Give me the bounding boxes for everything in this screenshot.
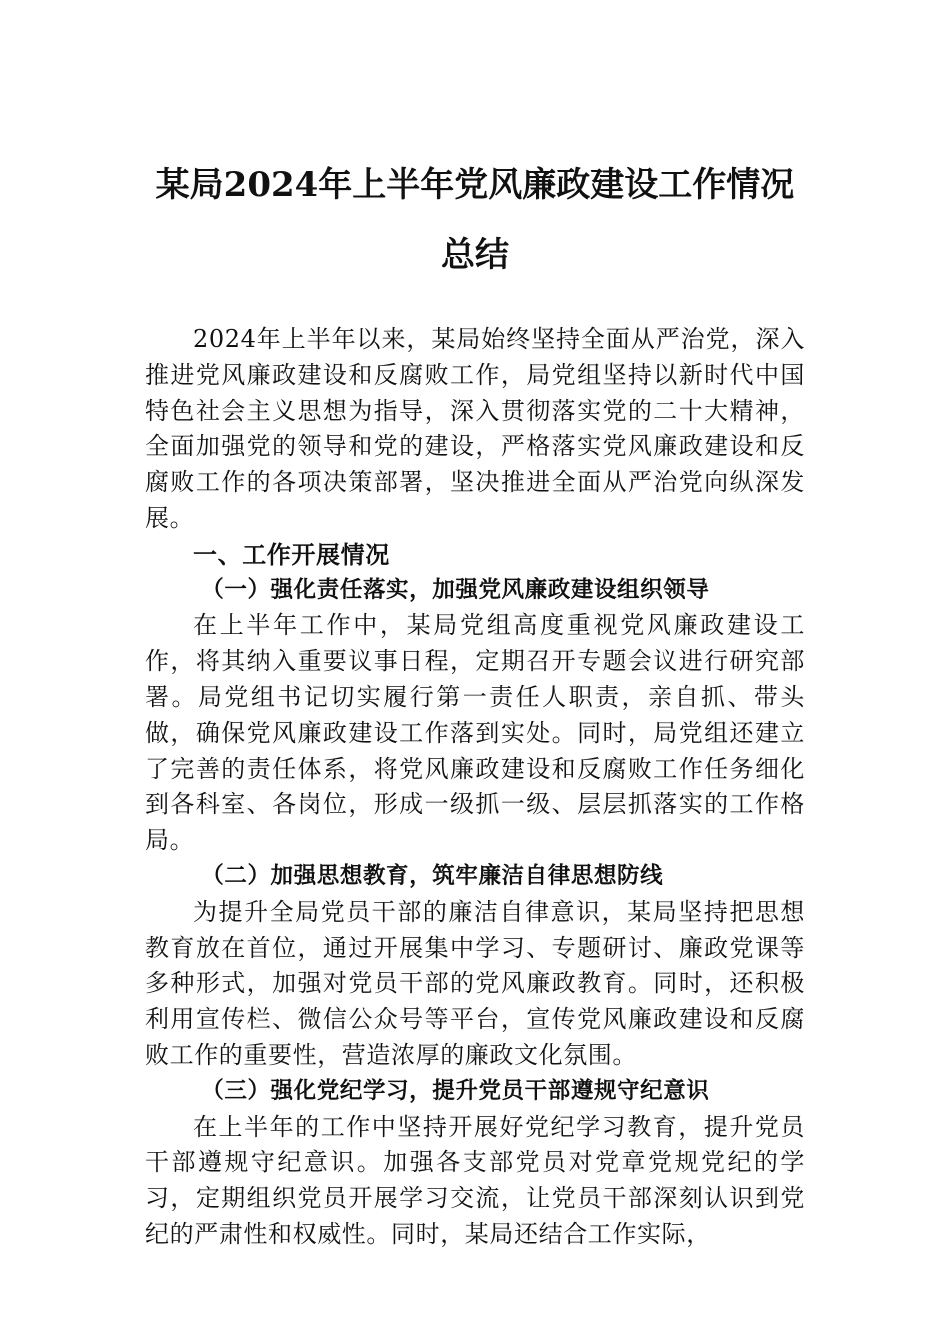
- subsection-1-paragraph: 在上半年工作中，某局党组高度重视党风廉政建设工作，将其纳入重要议事日程，定期召开专题会议进行研究部署。局党组书记切实履行第一责任人职责，亲自抓、带头做，确保党风廉政建设工作落到实处。同时，局党组还建立了完善的责任体系，将党风廉政建设和反腐败工作任务细化到各科室、各岗位，形成一级抓一级、层层抓落实的工作格局。: [145, 611, 805, 855]
- subsection-heading-3: （三）强化党纪学习，提升党员干部遵规守纪意识: [201, 1077, 710, 1104]
- subsection-2-paragraph: 为提升全局党员干部的廉洁自律意识，某局坚持把思想教育放在首位，通过开展集中学习、专题研讨、廉政党课等多种形式，加强对党员干部的党风廉政教育。同时，还积极利用宣传栏、微信公众号等平台，宣传党风廉政建设和反腐败工作的重要性，营造浓厚的廉政文化氛围。: [145, 897, 805, 1069]
- section-heading-work-progress: 一、工作开展情况: [193, 539, 390, 569]
- subsection-heading-2: （二）加强思想教育，筑牢廉洁自律思想防线: [201, 862, 664, 889]
- subsection-3-paragraph: 在上半年的工作中坚持开展好党纪学习教育，提升党员干部遵规守纪意识。加强各支部党员对党章党规党纪的学习，定期组织党员开展学习交流，让党员干部深刻认识到党纪的严肃性和权威性。同时，某局还结合工作实际，: [145, 1112, 805, 1248]
- document-body: [145, 322, 805, 1253]
- subsection-heading-1: （一）强化责任落实，加强党风廉政建设组织领导: [201, 576, 710, 603]
- document-title-line-2: 总结: [441, 235, 509, 275]
- document-title-line-1: 某局2024年上半年党风廉政建设工作情况: [155, 165, 795, 205]
- intro-paragraph: 2024年上半年以来，某局始终坚持全面从严治党，深入推进党风廉政建设和反腐败工作，局党组坚持以新时代中国特色社会主义思想为指导，深入贯彻落实党的二十大精神，全面加强党的领导和党的建设，严格落实党风廉政建设和反腐败工作的各项决策部署，坚决推进全面从严治党向纵深发展。: [145, 325, 805, 532]
